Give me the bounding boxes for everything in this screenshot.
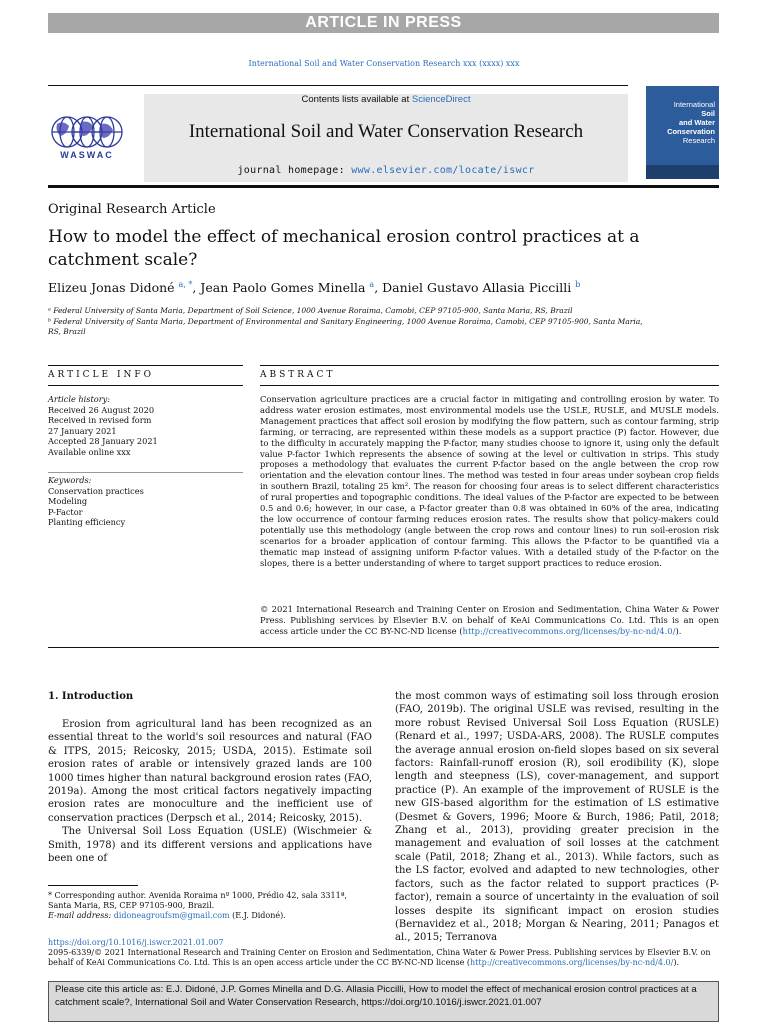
article-history: Article history: Received 26 August 2020 Received in revised form 27 January 2021 Accepted 28 January 2021 Available online xxx bbox=[48, 394, 158, 457]
keywords: Keywords: Conservation practices Modeling P-Factor Planting efficiency bbox=[48, 475, 144, 527]
issn-license-link[interactable]: http://creativecommons.org/licenses/by-nc-nd/4.0/ bbox=[469, 958, 674, 967]
corresponding-author-note: * Corresponding author. Avenida Roraima nº 1000, Prédio 42, sala 3311ª, Santa Maria, RS, CEP 97105-900, Brazil. E-mail address: didoneagroufsm@gmail.com (E.J. Didoné). bbox=[48, 891, 348, 920]
abstract-copyright: © 2021 International Research and Training Center on Erosion and Sedimentation, China Water & Power Press. Publishing services by Elsevier B.V. on behalf of KeAi Communications Co. Ltd. This is an open access article under the CC BY-NC-ND license (http://creativecommons.org/licenses/by-nc-nd/4.0/). bbox=[260, 604, 719, 636]
intro-left-column bbox=[48, 718, 372, 865]
abstract-heading: ABSTRACT bbox=[260, 370, 336, 380]
affiliation-a: ᵃ Federal University of Santa Maria, Department of Soil Science, 1000 Avenue Roraima, Camobi, CEP 97105-900, Santa Maria, RS, Brazil bbox=[48, 306, 573, 315]
keywords-rule bbox=[48, 472, 243, 473]
intro-right-column bbox=[395, 690, 719, 945]
info-rule bbox=[48, 365, 243, 366]
author-name: Jean Paolo Gomes Minella bbox=[200, 280, 366, 296]
journal-cover: International Soil and Water Conservation Research bbox=[646, 86, 719, 179]
paragraph: the most common ways of estimating soil loss through erosion (FAO, 2019b). The original USLE was revised, resulting in the more robust Revised Universal Soil Loss Equation (RUSLE) (Renard et al., 1997; USDA-ARS, 2008). The RUSLE computes the average annual erosion on-field slopes based on six several factors: Rainfall-runoff erosion (R), soil erodibility (K), slope length and steepness (LS), cover-management, and support practice (P). An example of the improvement of RUSLE is the new GIS-based algorithm for the estimation of LS estimative (Desmet & Govers, 1996; Moore & Burch, 1986; Patil, 2018; Zhang et al., 2013), providing greater precision in the management and evaluation of soil losses at the catchment scale (Patil, 2018; Zhang et al., 2013). While factors, such as the LS factor, evolved and adapted to new technologies, other factors, such as the factor related to support practices (P-factor), remain a source of uncertainty in the evaluation of soil losses despite its significant impact on erosion studies (Bernavidez et al., 2018; Morgan & Nearing, 2011; Panagos et al., 2015; Terranova bbox=[395, 691, 719, 944]
journal-reference-link[interactable]: International Soil and Water Conservation Research xxx (xxxx) xxx bbox=[248, 59, 520, 68]
paragraph: Erosion from agricultural land has been recognized as an essential threat to the world's soil resources and natural (FAO & ITPS, 2015; Reicosky, 2015; USDA, 2015). Estimate soil erosion rates of arable or intensively grazed lands are 100 1000 times higher than natural background erosion rates (FAO, 2019a). Among the most critical factors negatively impacting erosion rates are monoculture and the inefficient use of conservation practices (Derpsch et al., 2014; Reicosky, 2015). bbox=[48, 719, 372, 824]
info-rule-2 bbox=[48, 385, 243, 386]
abstract-rule bbox=[260, 365, 719, 366]
journal-title: International Soil and Water Conservation Research bbox=[188, 121, 584, 142]
author-list: Elizeu Jonas Didoné $^{a, *}$, Jean Paolo Gomes Minella $^a$, Daniel Gustavo Allasia Piccilli $^b$ bbox=[48, 280, 581, 296]
abstract-text: Conservation agriculture practices are a crucial factor in mitigating and controlling erosion by water. To address water erosion estimates, most environmental models use the USLE, RUSLE, and MUSLE models. Management practices that affect soil erosion by modifying the flow pattern, such as contour farming, strip farming, or terracing, are represented within these models as a support practice (P) factor. However, due to the difficulty in accurately mapping the P-factor, many studies choose to ignore it, using only the default value P-factor 1which represents the absence of sowing at the level or cultivation in strips. This study proposes a methodology that evaluates the current P-factor based on the angle between the crop row orientation and the elevation contour lines. The method was tested in four areas under soybean crop fields in southern Brazil, totaling 25 km². The reason for choosing four areas is to select different characteristics of rural properties and topographic conditions. The ideal values of the P-factor are expected to be between 0.5 and 0.6; however, in our case, a P-factor greater than 0.8 was obtained in 60% of the area, indicating the low occurrence of contour farming reduces erosion rates. The results show that policy-makers could potentially use this methodology (angle between the crop rows and contour lines) to run soil-erosion risk scenarios for a broader application of contour farming. This allows the P-factor to be quantified via a thematic map instead of assigning uniform P-factor values. With a detailed study of the P-factor on the slopes, there is a better understanding of where to target support practices to reduce erosion. bbox=[260, 394, 719, 568]
header-bottom-rule bbox=[48, 185, 719, 188]
journal-homepage: journal homepage: www.elsevier.com/locate/iswcr bbox=[237, 165, 535, 176]
abstract-rule-2 bbox=[260, 385, 719, 386]
license-link[interactable]: http://creativecommons.org/licenses/by-nc-nd/4.0/ bbox=[462, 625, 676, 636]
email-link[interactable]: didoneagroufsm@gmail.com bbox=[113, 911, 230, 920]
waswac-logo bbox=[47, 112, 127, 162]
article-title: How to model the effect of mechanical erosion control practices at a catchment scale? bbox=[48, 227, 640, 270]
affiliation-b: ᵇ Federal University of Santa Maria, Department of Environmental and Sanitary Engineering, 1000 Avenue Roraima, Camobi, CEP 97105-900, Santa Maria, RS, Brazil bbox=[48, 317, 643, 336]
paragraph: The Universal Soil Loss Equation (USLE) (Wischmeier & Smith, 1978) and its different versions and applications have been one of bbox=[48, 826, 372, 865]
author-name: Daniel Gustavo Allasia Piccilli bbox=[382, 280, 572, 296]
footnote-rule bbox=[48, 885, 138, 886]
section-heading-introduction: 1. Introduction bbox=[48, 691, 134, 702]
cite-this-article-box: Please cite this article as: E.J. Didoné, J.P. Gomes Minella and D.G. Allasia Piccilli, How to model the effect of mechanical erosion control practices at a catchment scale?, International Soil and Water Conservation Research, https://doi.org/10.1016/j.iswcr.2021.01.007 bbox=[48, 981, 719, 1022]
contents-line: Contents lists available at ScienceDirect bbox=[301, 94, 471, 105]
article-type: Original Research Article bbox=[48, 202, 216, 217]
abstract-bottom-rule bbox=[48, 647, 719, 648]
svg-text:WASWAC: WASWAC bbox=[60, 150, 114, 160]
author-name: Elizeu Jonas Didoné bbox=[48, 280, 175, 296]
sciencedirect-link[interactable]: ScienceDirect bbox=[411, 94, 471, 105]
issn-line: 2095-6339/© 2021 International Research and Training Center on Erosion and Sedimentation, China Water & Power Press. Publishing services by Elsevier B.V. on behalf of KeAi Communications Co. Ltd. This is an open access article under the CC BY-NC-ND license (http://creativecommons.org/licenses/by-nc-nd/4.0/). bbox=[48, 948, 711, 967]
doi-link[interactable]: https://doi.org/10.1016/j.iswcr.2021.01.007 bbox=[48, 938, 224, 947]
header-top-rule bbox=[48, 85, 628, 86]
article-in-press-banner: ARTICLE IN PRESS bbox=[48, 13, 719, 33]
article-info-heading: ARTICLE INFO bbox=[48, 370, 155, 380]
homepage-link[interactable]: www.elsevier.com/locate/iswcr bbox=[351, 165, 535, 176]
